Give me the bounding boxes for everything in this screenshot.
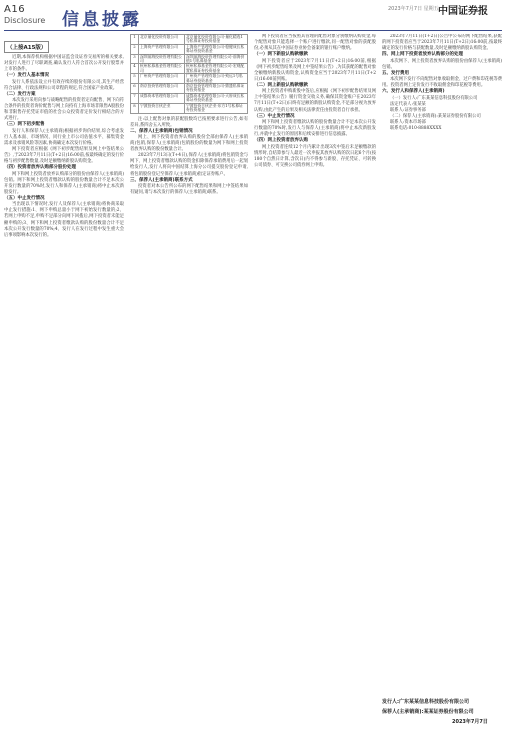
table-cell: 南京投资管理有限公司: [139, 84, 185, 94]
paragraph: 网上投资者申购新股中签后,应根据《网下初步配售结果及网上中签结果公告》履行资金交收义务,确保其资金账户在2023年7月11日(T+2日)日终有足额的新股认购资金,不足部分视为放弃认购,由此产生的后果及相关法律责任由投资者自行承担。: [254, 89, 376, 113]
subheading: （一）发行人基本情况: [4, 73, 49, 79]
subheading: （二）网上新股认购款缴款: [254, 82, 308, 88]
table-row: [131, 84, 248, 94]
paragraph: 联系人:证券事务部: [390, 107, 426, 113]
paragraph: 网上、网下投资者放弃认购的股份全部由保荐人(主承销商)包销,保荐人(主承销商)包销股份的数量为网下和网上投资者放弃认购的股份数量合计。: [130, 134, 248, 153]
table-cell: 广州资产管理有限公司-致远1号私募证券投资基金: [185, 74, 248, 84]
issuer-signature: 发行人:广东某某信息科技股份有限公司: [382, 699, 470, 705]
paragraph: 当出现以下情况时,发行人及保荐人(主承销商)将协商采取中止发行措施:1、网下申购总量小于网下初始发行数量的;2、若网上申购不足,申购不足部分向网下回拨后,网下投资者未能足额申购的;3、网下和网上投资者缴款认购的股份数量合计不足本次公开发行数量的70%;4、发行人在发行过程中发生重大会后事项影响本次发行的。: [4, 202, 124, 238]
table-cell: 宁波投资合伙企业: [139, 103, 185, 113]
allocation-table: [130, 34, 248, 114]
paragraph: 网上投资者连续12个月内累计出现3次中签后未足额缴款的情形时,自结算参与人最近一次申报其放弃认购的次日起6个月(按180个自然日计算,含次日)内不得参与新股、存托凭证、可转换公司债券、可交换公司债券网上申购。: [254, 144, 376, 168]
subheading: 三、保荐人(主承销商)联系方式: [130, 177, 193, 183]
paragraph: （二）保荐人(主承销商):某某证券股份有限公司: [390, 113, 481, 119]
page-number: A16: [4, 4, 26, 15]
subheading: （四）投资者放弃认购部分股份处理: [4, 165, 76, 171]
header-rule: [4, 30, 502, 31]
table-cell: 北京量化投资有限公司: [139, 35, 185, 45]
table-row: [131, 44, 248, 54]
page-header: [0, 0, 506, 30]
subheading: （四）网上投资者放弃认购: [254, 138, 308, 144]
section-title: 信息披露: [62, 10, 142, 30]
paragraph: 近期,本保荐机构根据中国证监会及证券交易所的相关要求,对发行人进行了尽职调查,确认发行人符合首次公开发行股票并上市的条件。: [4, 55, 124, 73]
subheading: （一）网下新股认购款缴款: [254, 52, 308, 58]
column-4: [382, 34, 502, 744]
column-2: [130, 34, 248, 744]
table-cell: 杭州私募基金管理有限公司: [139, 64, 185, 74]
table-cell: 成都资本管理有限公司: [139, 93, 185, 103]
table-row: [131, 93, 248, 103]
newspaper-masthead: 中国证券报: [438, 6, 488, 17]
paragraph: 本次网下发行不向配售对象收取佣金、过户费和印花税等费用。投资者网上定价发行不收取佣金和印花税等费用。: [382, 77, 502, 89]
paragraph: 投资者对本公告所公布的网下配售结果和网上中签结果如有疑问,请与本次发行的保荐人(主承销商)联系。: [130, 183, 248, 196]
table-cell: 3: [131, 54, 139, 64]
subheading: （二）发行方案: [4, 91, 36, 97]
paragraph: 本次发行采用向参与战略配售的投资者定向配售、网下向符合条件的投资者询价配售与网上向持有上海市场非限售A股股份和非限售存托凭证市值的社会公众投资者定价发行相结合的方式进行。: [4, 98, 124, 122]
table-cell: 2: [131, 44, 139, 54]
paragraph: 注:以上配售对象的获配股数均已按照要求进行公告,如有差异,系四舍五入所致。: [130, 116, 248, 128]
paragraph: 发行人系依法设立并有效存续的股份有限公司,其生产经营符合法律、行政法规和公司章程的规定,符合国家产业政策。: [4, 79, 124, 91]
table-cell: 成都资本管理有限公司-天府成长私募证券投资基金: [185, 93, 248, 103]
paragraph: 本次网下、网上投资者放弃认购的股份由保荐人(主承销商)包销。: [382, 58, 502, 70]
column-1: [4, 34, 124, 744]
paragraph: 发行人和保荐人(主承销商)根据初步询价结果,综合考虑发行人基本面、市场情况、同行业上市公司估值水平、募集资金需求及承销风险等因素,协商确定本次发行价格。: [4, 128, 124, 146]
paragraph: 2023年7月11日(T+2日)公告中公布的网下配售结果,获配的网下投资者应当于2023年7月11日(T+2日)16:00前,按最终确定的发行价格与获配数量,及时足额缴纳新股认购资金。: [382, 34, 502, 52]
paragraph: 网下投资者应当按照其管理的配售对象分别缴纳认购资金,每个配售对象只能选择一个账户进行缴款,同一配售对象的获配股份,必须从其在中国证券业协会备案的银行账户缴纳。: [254, 34, 376, 52]
paragraph: 网下投资者应根据《网下初步配售结果及网上中签结果公告》,于2023年7月11日(T+2日)16:00前,按最终确定的发行价格与初步配售数量,及时足额缴纳新股认购资金。: [4, 147, 124, 165]
subheading: 五、发行费用: [382, 70, 409, 76]
table-cell: 宁波投资合伙企业-东方1号私募证券投资基金: [185, 103, 248, 113]
table-cell: 7: [131, 93, 139, 103]
paragraph: （一）发行人:广东某某信息科技股份有限公司: [390, 95, 478, 101]
issue-date: 2023年7月7日 星期五: [388, 6, 439, 12]
table-cell: 广州资产管理有限公司: [139, 74, 185, 84]
table-cell: 上海资产管理有限公司-稳健成长私募证券投资基金: [185, 44, 248, 54]
continued-from-label: （上接A15版）: [4, 41, 49, 53]
subheading: 六、发行人和保荐人(主承销商): [382, 89, 445, 95]
column-3: [254, 34, 376, 744]
subheading: （三）中止发行情况: [254, 113, 295, 119]
table-cell: 上海资产管理有限公司: [139, 44, 185, 54]
table-cell: 6: [131, 84, 139, 94]
subheading: （五）中止发行情况: [4, 195, 45, 201]
signature-date: 2023年7月7日: [452, 719, 488, 725]
paragraph: 联系电话:010-8888XXXX: [390, 126, 442, 132]
subheading: （三）网下初步配售: [4, 122, 45, 128]
section-name-en: Disclosure: [4, 16, 46, 25]
table-cell: 5: [131, 74, 139, 84]
table-cell: 深圳前海投资管理有限公司: [139, 54, 185, 64]
table-cell: 北京量化投资有限公司-量化精选1号私募证券投资基金: [185, 35, 248, 45]
table-cell: 杭州私募基金管理有限公司-宏观配置私募证券投资基金: [185, 64, 248, 74]
table-cell: 8: [131, 103, 139, 113]
paragraph: 法定代表人:张某某: [390, 101, 426, 107]
paragraph: 网下和网上投资者缴款认购的股份数量合计不足本次公开发行数量的70%时,发行人与保荐人(主承销商)将中止本次新股发行,并就中止发行的原因和后续安排进行信息披露。: [254, 119, 376, 138]
paragraph: 联系人:资本市场部: [390, 119, 426, 125]
table-cell: 南京投资管理有限公司-鼎盛私募证券投资基金: [185, 84, 248, 94]
table-cell: 深圳前海投资管理有限公司-前海价值1号私募基金: [185, 54, 248, 64]
table-cell: 1: [131, 35, 139, 45]
paragraph: 2023年7月13日(T+4日),保荐人(主承销商)将包销资金与网下、网上投资者缴款认购的资金扣除保荐承销费用后一起划给发行人,发行人将向中国结算上海分公司提交股份登记申请,将包销股份登记至保荐人(主承销商)指定证券账户。: [130, 153, 248, 177]
paragraph: 网下和网上投资者放弃认购部分的股份由保荐人(主承销商)包销。网下和网上投资者缴款认购的股份数量合计不足本次公开发行数量的70%时,发行人和保荐人(主承销商)将中止本次新股发行。: [4, 171, 124, 195]
sponsor-signature: 保荐人(主承销商):某某证券股份有限公司: [382, 709, 474, 715]
article-columns: [4, 34, 502, 744]
table-cell: 4: [131, 64, 139, 74]
table-row: [131, 35, 248, 45]
subheading: 四、网上网下投资者放弃认购部分的处理: [382, 52, 463, 58]
subheading: 二、保荐人(主承销商)包销情况: [130, 128, 193, 134]
paragraph: 网下投资者应于2023年7月11日(T+2日)16:00前,根据《网下初步配售结果及网上中签结果公告》,为其获配的配售对象全额缴纳新股认购资金,认购资金应当于2023年7月11日(T+2日)16:00前到账。: [254, 58, 376, 82]
table-row: [131, 103, 248, 113]
